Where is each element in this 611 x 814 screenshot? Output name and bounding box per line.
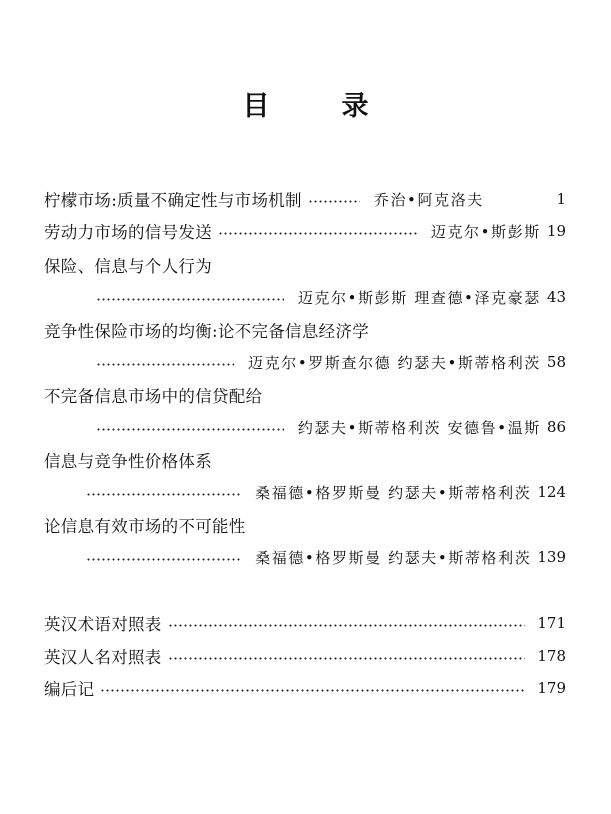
appendix-title[interactable]: 英汉术语对照表 [44, 615, 162, 634]
entry-authors: 约瑟夫•斯蒂格利茨 安德鲁•温斯 [297, 418, 541, 437]
toc-entry-4-title[interactable] [44, 317, 566, 343]
appendix-page-number: 178 [537, 647, 566, 665]
entry-authors: 桑福德•格罗斯曼 约瑟夫•斯蒂格利茨 [255, 483, 532, 502]
toc-entry-5-title[interactable] [44, 382, 566, 408]
toc-entry-1[interactable] [44, 186, 566, 212]
entry-title[interactable]: 论信息有效市场的不可能性 [44, 517, 246, 536]
appendix-page-number: 171 [537, 614, 566, 632]
toc-entry-3-title[interactable] [44, 252, 566, 278]
entry-authors: 迈克尔•斯彭斯 理查德•泽克豪瑟 [297, 288, 541, 307]
entry-authors: 迈克尔•罗斯查尔德 约瑟夫•斯蒂格利茨 [248, 353, 541, 372]
dot-leader [86, 558, 241, 561]
entry-page-number: 19 [546, 222, 566, 240]
appendix-page-number: 179 [537, 679, 566, 697]
appendix-entry-2[interactable] [44, 643, 566, 669]
dot-leader [96, 363, 234, 366]
entry-page-number: 58 [546, 353, 566, 371]
toc-entry-3-detail [90, 284, 566, 310]
entry-title[interactable]: 不完备信息市场中的信贷配给 [44, 387, 263, 406]
dot-leader [168, 624, 526, 627]
entry-page-number: 86 [546, 418, 566, 436]
entry-authors: 迈克尔•斯彭斯 [430, 222, 541, 241]
toc-entry-4-detail [90, 349, 566, 375]
appendix-entry-3[interactable] [44, 675, 566, 701]
toc-entry-7-title[interactable] [44, 512, 566, 538]
appendix-title[interactable]: 英汉人名对照表 [44, 648, 162, 667]
entry-authors: 桑福德•格罗斯曼 约瑟夫•斯蒂格利茨 [255, 548, 532, 567]
dot-leader [96, 428, 284, 431]
title-char-1: 目 [242, 91, 270, 122]
appendix-entry-1[interactable] [44, 610, 566, 636]
toc-entry-6-detail [80, 479, 566, 505]
entry-authors: 乔治•阿克洛夫 [373, 190, 484, 209]
dot-leader [168, 657, 526, 660]
appendix-title[interactable]: 编后记 [44, 680, 95, 699]
entry-title[interactable]: 竞争性保险市场的均衡:论不完备信息经济学 [44, 322, 370, 341]
toc-entry-7-detail [80, 544, 566, 570]
entry-title[interactable]: 柠檬市场:质量不确定性与市场机制 [44, 191, 302, 210]
entry-page-number: 139 [537, 548, 566, 566]
entry-page-number: 43 [546, 288, 566, 306]
dot-leader [218, 232, 417, 235]
page-title [0, 84, 611, 123]
entry-title[interactable]: 保险、信息与个人行为 [44, 257, 212, 276]
dot-leader [100, 689, 525, 692]
entry-title[interactable]: 劳动力市场的信号发送 [44, 223, 212, 242]
dot-leader [96, 298, 284, 301]
toc-entry-5-detail [90, 414, 566, 440]
dot-leader [308, 200, 360, 203]
entry-page-number: 1 [556, 190, 566, 208]
entry-title[interactable]: 信息与竞争性价格体系 [44, 452, 212, 471]
toc-entry-2[interactable] [44, 218, 566, 244]
dot-leader [86, 493, 241, 496]
entry-page-number: 124 [537, 483, 566, 501]
title-char-2: 录 [341, 91, 369, 122]
toc-entry-6-title[interactable] [44, 447, 566, 473]
